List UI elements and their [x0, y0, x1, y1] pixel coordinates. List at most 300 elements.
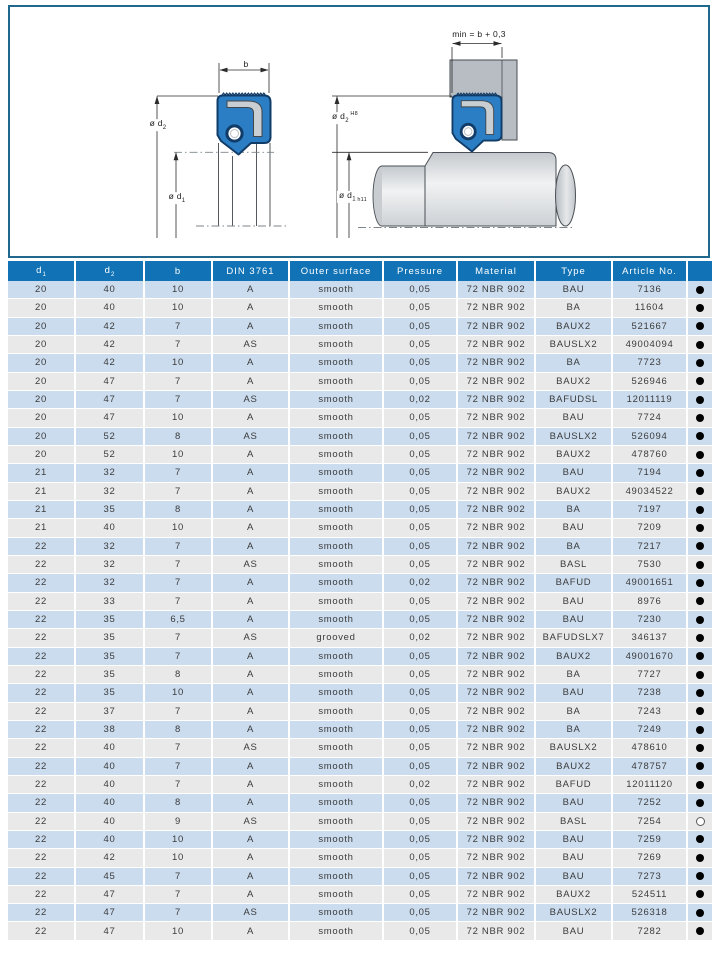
column-header: $d_1$	[8, 261, 76, 281]
table-row	[8, 922, 712, 940]
availability-filled-icon	[696, 634, 704, 642]
table-row	[8, 758, 712, 776]
table-cell: A	[213, 318, 290, 336]
table-cell: 22	[8, 629, 76, 647]
table-cell: 7	[145, 703, 213, 721]
table-cell: smooth	[290, 391, 384, 409]
table-cell: 10	[145, 922, 213, 940]
table-cell: 7269	[613, 849, 688, 867]
column-header: Type	[536, 261, 613, 281]
table-cell: 45	[76, 868, 145, 886]
table-cell: A	[213, 281, 290, 299]
availability-filled-icon	[696, 451, 704, 459]
table-cell: A	[213, 868, 290, 886]
table-cell: 72 NBR 902	[458, 703, 536, 721]
table-cell: 22	[8, 813, 76, 831]
table-cell: 40	[76, 281, 145, 299]
availability-filled-icon	[696, 927, 704, 935]
table-cell: 12011119	[613, 391, 688, 409]
table-cell: BAU	[536, 794, 613, 812]
availability-cell	[688, 446, 712, 464]
table-cell: BA	[536, 354, 613, 372]
table-cell: 7249	[613, 721, 688, 739]
table-cell: 72 NBR 902	[458, 391, 536, 409]
availability-filled-icon	[696, 726, 704, 734]
table-cell: 35	[76, 648, 145, 666]
table-cell: 7217	[613, 538, 688, 556]
table-cell: 72 NBR 902	[458, 776, 536, 794]
table-cell: 32	[76, 574, 145, 592]
table-cell: smooth	[290, 703, 384, 721]
availability-filled-icon	[696, 506, 704, 514]
table-cell: 22	[8, 574, 76, 592]
table-cell: BA	[536, 299, 613, 317]
table-cell: 0,05	[384, 299, 458, 317]
availability-cell	[688, 886, 712, 904]
table-cell: smooth	[290, 904, 384, 922]
table-cell: smooth	[290, 611, 384, 629]
table-cell: 42	[76, 318, 145, 336]
table-cell: 0,05	[384, 739, 458, 757]
availability-filled-icon	[696, 487, 704, 495]
table-cell: 0,05	[384, 666, 458, 684]
table-cell: 72 NBR 902	[458, 428, 536, 446]
availability-filled-icon	[696, 671, 704, 679]
table-cell: 7197	[613, 501, 688, 519]
table-row	[8, 501, 712, 519]
availability-cell	[688, 739, 712, 757]
table-cell: 10	[145, 849, 213, 867]
table-cell: 10	[145, 299, 213, 317]
table-row	[8, 813, 712, 831]
table-cell: BAU	[536, 464, 613, 482]
table-cell: grooved	[290, 629, 384, 647]
table-cell: 8	[145, 794, 213, 812]
table-cell: 0,05	[384, 813, 458, 831]
table-cell: 7238	[613, 684, 688, 702]
availability-filled-icon	[696, 835, 704, 843]
table-cell: 72 NBR 902	[458, 922, 536, 940]
table-cell: 47	[76, 904, 145, 922]
table-cell: 7230	[613, 611, 688, 629]
table-cell: 72 NBR 902	[458, 794, 536, 812]
availability-cell	[688, 483, 712, 501]
table-cell: BAFUDSL	[536, 391, 613, 409]
table-cell: 40	[76, 739, 145, 757]
availability-cell	[688, 593, 712, 611]
table-cell: A	[213, 299, 290, 317]
table-cell: 72 NBR 902	[458, 556, 536, 574]
table-cell: 40	[76, 776, 145, 794]
table-row	[8, 868, 712, 886]
table-cell: 7	[145, 904, 213, 922]
table-cell: 22	[8, 849, 76, 867]
table-cell: smooth	[290, 428, 384, 446]
availability-filled-icon	[696, 854, 704, 862]
availability-filled-icon	[696, 781, 704, 789]
table-cell: AS	[213, 336, 290, 354]
table-cell: 22	[8, 776, 76, 794]
table-cell: A	[213, 758, 290, 776]
table-cell: smooth	[290, 868, 384, 886]
table-cell: 0,05	[384, 336, 458, 354]
table-row	[8, 483, 712, 501]
table-cell: 49034522	[613, 483, 688, 501]
table-cell: 72 NBR 902	[458, 721, 536, 739]
table-cell: 0,05	[384, 464, 458, 482]
availability-cell	[688, 831, 712, 849]
availability-cell	[688, 849, 712, 867]
table-cell: A	[213, 831, 290, 849]
table-cell: BAUSLX2	[536, 904, 613, 922]
table-cell: 7530	[613, 556, 688, 574]
table-row	[8, 464, 712, 482]
table-cell: 7	[145, 391, 213, 409]
table-cell: 72 NBR 902	[458, 281, 536, 299]
table-cell: 22	[8, 794, 76, 812]
table-cell: 0,02	[384, 574, 458, 592]
column-header: b	[145, 261, 213, 281]
table-cell: 7723	[613, 354, 688, 372]
table-row	[8, 354, 712, 372]
table-cell: 0,05	[384, 483, 458, 501]
table-cell: BA	[536, 666, 613, 684]
availability-filled-icon	[696, 322, 704, 330]
table-cell: 10	[145, 281, 213, 299]
table-cell: A	[213, 666, 290, 684]
availability-filled-icon	[696, 744, 704, 752]
table-cell: 11604	[613, 299, 688, 317]
table-cell: 72 NBR 902	[458, 629, 536, 647]
table-cell: 7	[145, 538, 213, 556]
table-row	[8, 409, 712, 427]
availability-filled-icon	[696, 909, 704, 917]
table-cell: 9	[145, 813, 213, 831]
dim-label-d2-left: ø $d_2$	[149, 118, 167, 131]
table-cell: 72 NBR 902	[458, 758, 536, 776]
table-cell: 0,05	[384, 849, 458, 867]
table-cell: BAUX2	[536, 886, 613, 904]
table-cell: BAU	[536, 922, 613, 940]
table-cell: 8976	[613, 593, 688, 611]
table-cell: 20	[8, 318, 76, 336]
table-cell: 0,05	[384, 593, 458, 611]
table-cell: 40	[76, 299, 145, 317]
table-cell: 10	[145, 446, 213, 464]
table-cell: 7	[145, 318, 213, 336]
table-cell: A	[213, 501, 290, 519]
table-cell: 12011120	[613, 776, 688, 794]
availability-cell	[688, 409, 712, 427]
table-cell: 21	[8, 483, 76, 501]
table-cell: 72 NBR 902	[458, 886, 536, 904]
table-cell: smooth	[290, 666, 384, 684]
table-cell: 22	[8, 703, 76, 721]
table-cell: 0,02	[384, 391, 458, 409]
table-cell: 72 NBR 902	[458, 483, 536, 501]
table-row	[8, 556, 712, 574]
table-cell: smooth	[290, 758, 384, 776]
table-cell: 0,05	[384, 904, 458, 922]
table-cell: A	[213, 464, 290, 482]
table-cell: 0,05	[384, 758, 458, 776]
table-cell: smooth	[290, 922, 384, 940]
table-cell: 72 NBR 902	[458, 648, 536, 666]
table-cell: BAU	[536, 519, 613, 537]
table-cell: BAFUD	[536, 776, 613, 794]
table-cell: BAU	[536, 684, 613, 702]
table-cell: 42	[76, 354, 145, 372]
table-cell: 72 NBR 902	[458, 501, 536, 519]
table-cell: 20	[8, 409, 76, 427]
table-cell: 40	[76, 794, 145, 812]
table-cell: BAUX2	[536, 373, 613, 391]
table-cell: 7282	[613, 922, 688, 940]
availability-filled-icon	[696, 524, 704, 532]
table-cell: 7254	[613, 813, 688, 831]
table-cell: 22	[8, 593, 76, 611]
availability-cell	[688, 776, 712, 794]
table-cell: 47	[76, 409, 145, 427]
table-row	[8, 446, 712, 464]
table-cell: 22	[8, 684, 76, 702]
table-cell: 0,05	[384, 831, 458, 849]
availability-filled-icon	[696, 689, 704, 697]
availability-cell	[688, 794, 712, 812]
table-cell: A	[213, 519, 290, 537]
table-cell: BASL	[536, 813, 613, 831]
table-cell: 20	[8, 373, 76, 391]
availability-cell	[688, 318, 712, 336]
table-row	[8, 684, 712, 702]
table-cell: smooth	[290, 519, 384, 537]
table-cell: 7243	[613, 703, 688, 721]
availability-filled-icon	[696, 414, 704, 422]
column-header: DIN 3761	[213, 261, 290, 281]
table-cell: 72 NBR 902	[458, 336, 536, 354]
table-cell: 32	[76, 556, 145, 574]
table-cell: 40	[76, 519, 145, 537]
table-row	[8, 574, 712, 592]
table-cell: 42	[76, 849, 145, 867]
table-cell: 35	[76, 629, 145, 647]
availability-cell	[688, 758, 712, 776]
table-cell: 52	[76, 428, 145, 446]
table-cell: 0,05	[384, 684, 458, 702]
table-cell: 72 NBR 902	[458, 354, 536, 372]
table-cell: BAFUDSLX7	[536, 629, 613, 647]
table-cell: 526094	[613, 428, 688, 446]
table-cell: 0,05	[384, 318, 458, 336]
seal-spec-table	[8, 261, 712, 941]
table-cell: 10	[145, 354, 213, 372]
seal-drawings	[10, 7, 708, 256]
table-row	[8, 538, 712, 556]
table-cell: AS	[213, 813, 290, 831]
table-cell: A	[213, 794, 290, 812]
table-cell: 22	[8, 758, 76, 776]
availability-cell	[688, 611, 712, 629]
table-cell: AS	[213, 556, 290, 574]
availability-cell	[688, 464, 712, 482]
availability-filled-icon	[696, 341, 704, 349]
table-cell: smooth	[290, 409, 384, 427]
table-cell: 72 NBR 902	[458, 464, 536, 482]
availability-filled-icon	[696, 396, 704, 404]
table-cell: 35	[76, 684, 145, 702]
table-row	[8, 904, 712, 922]
table-cell: 20	[8, 428, 76, 446]
table-cell: A	[213, 684, 290, 702]
dim-label-b	[241, 60, 250, 69]
table-cell: 7	[145, 776, 213, 794]
table-row	[8, 831, 712, 849]
table-cell: 7	[145, 629, 213, 647]
table-cell: smooth	[290, 886, 384, 904]
availability-filled-icon	[696, 304, 704, 312]
table-cell: smooth	[290, 739, 384, 757]
table-cell: 21	[8, 519, 76, 537]
availability-cell	[688, 281, 712, 299]
b-label-text: b	[243, 58, 249, 69]
table-cell: 40	[76, 758, 145, 776]
availability-cell	[688, 904, 712, 922]
table-cell: A	[213, 611, 290, 629]
availability-filled-icon	[696, 579, 704, 587]
table-cell: 22	[8, 611, 76, 629]
table-cell: 22	[8, 831, 76, 849]
table-cell: 7	[145, 886, 213, 904]
table-body	[8, 281, 712, 941]
table-cell: 47	[76, 373, 145, 391]
table-cell: 72 NBR 902	[458, 813, 536, 831]
table-cell: 7724	[613, 409, 688, 427]
table-cell: 40	[76, 831, 145, 849]
table-cell: 7273	[613, 868, 688, 886]
table-cell: 524511	[613, 886, 688, 904]
table-row	[8, 281, 712, 299]
availability-filled-icon	[696, 469, 704, 477]
table-row	[8, 886, 712, 904]
table-cell: 72 NBR 902	[458, 299, 536, 317]
availability-cell	[688, 629, 712, 647]
table-cell: 22	[8, 904, 76, 922]
table-cell: smooth	[290, 281, 384, 299]
table-cell: 7194	[613, 464, 688, 482]
table-cell: 22	[8, 721, 76, 739]
table-cell: 0,05	[384, 538, 458, 556]
table-row	[8, 299, 712, 317]
table-cell: 0,05	[384, 446, 458, 464]
table-cell: 7	[145, 758, 213, 776]
table-row	[8, 648, 712, 666]
availability-cell	[688, 922, 712, 940]
availability-cell	[688, 428, 712, 446]
table-cell: 7	[145, 593, 213, 611]
table-cell: BA	[536, 538, 613, 556]
dim-label-d2-right: ø $d_2^{H8}$	[332, 111, 358, 124]
availability-filled-icon	[696, 286, 704, 294]
table-cell: BAUSLX2	[536, 739, 613, 757]
table-cell: 478757	[613, 758, 688, 776]
table-cell: A	[213, 483, 290, 501]
table-cell: 22	[8, 868, 76, 886]
table-cell: smooth	[290, 831, 384, 849]
availability-cell	[688, 666, 712, 684]
table-cell: 7259	[613, 831, 688, 849]
table-cell: smooth	[290, 721, 384, 739]
table-cell: 22	[8, 739, 76, 757]
table-row	[8, 794, 712, 812]
table-cell: BAUX2	[536, 318, 613, 336]
table-cell: 20	[8, 446, 76, 464]
column-header: Material	[458, 261, 536, 281]
table-cell: 35	[76, 666, 145, 684]
table-cell: 47	[76, 886, 145, 904]
availability-cell	[688, 373, 712, 391]
table-cell: BA	[536, 501, 613, 519]
table-cell: A	[213, 574, 290, 592]
availability-cell	[688, 336, 712, 354]
availability-filled-icon	[696, 799, 704, 807]
table-row	[8, 849, 712, 867]
table-cell: 0,05	[384, 922, 458, 940]
table-cell: smooth	[290, 318, 384, 336]
availability-filled-icon	[696, 707, 704, 715]
availability-filled-icon	[696, 432, 704, 440]
dim-label-d1-right: ø $d_1$ $_{h11}$	[339, 189, 367, 203]
table-cell: 37	[76, 703, 145, 721]
table-cell: 10	[145, 684, 213, 702]
table-cell: A	[213, 354, 290, 372]
table-cell: BAU	[536, 831, 613, 849]
table-cell: 72 NBR 902	[458, 849, 536, 867]
availability-filled-icon	[696, 377, 704, 385]
table-cell: 7252	[613, 794, 688, 812]
table-cell: 8	[145, 428, 213, 446]
availability-filled-icon	[696, 561, 704, 569]
table-cell: 22	[8, 922, 76, 940]
table-cell: 7209	[613, 519, 688, 537]
table-cell: 52	[76, 446, 145, 464]
table-cell: 7	[145, 483, 213, 501]
table-row	[8, 666, 712, 684]
table-cell: 0,05	[384, 703, 458, 721]
table-cell: 7	[145, 868, 213, 886]
table-cell: 72 NBR 902	[458, 538, 536, 556]
table-cell: smooth	[290, 794, 384, 812]
table-cell: 40	[76, 813, 145, 831]
availability-filled-icon	[696, 890, 704, 898]
availability-open-icon	[696, 817, 705, 826]
table-cell: BAU	[536, 611, 613, 629]
table-cell: AS	[213, 629, 290, 647]
table-row	[8, 721, 712, 739]
table-cell: 72 NBR 902	[458, 611, 536, 629]
table-row	[8, 593, 712, 611]
drawings-panel	[8, 5, 710, 258]
table-cell: BA	[536, 703, 613, 721]
table-cell: 72 NBR 902	[458, 373, 536, 391]
table-cell: 0,05	[384, 868, 458, 886]
table-cell: smooth	[290, 776, 384, 794]
table-cell: 526946	[613, 373, 688, 391]
table-cell: BAUX2	[536, 758, 613, 776]
table-cell: 21	[8, 464, 76, 482]
table-cell: A	[213, 849, 290, 867]
table-cell: 521667	[613, 318, 688, 336]
table-cell: 32	[76, 538, 145, 556]
